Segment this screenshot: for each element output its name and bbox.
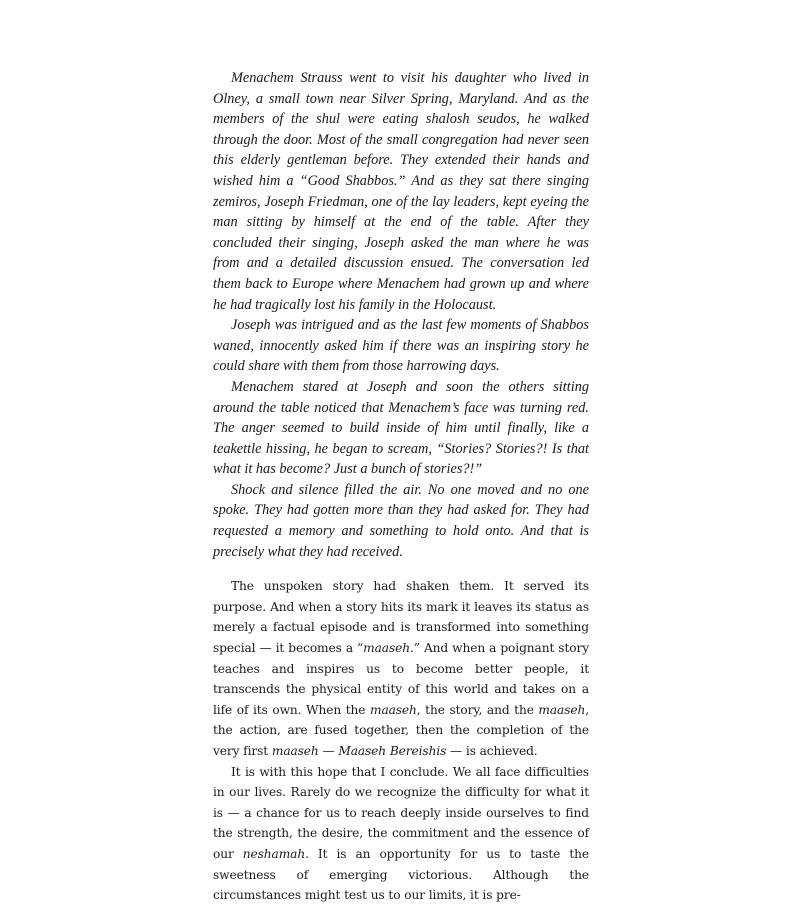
body-paragraph-1 <box>213 576 589 761</box>
story-paragraph-3: Menachem stared at Joseph and soon the others sitting around the table noticed that Menachem’s face was turning red. The anger seemed to build inside of him until finally, like a teakettle hissing, he began to scream, “Stories? Stories?! Is that what it has become? Just a bunch of stories?!” <box>213 378 589 478</box>
body-paragraph-2 <box>213 762 589 906</box>
text-run: It is with this hope that I conclude. We all face difficulties in our lives. Rarely do we recognize the difficulty for what it is — a chance for us to reach deeply inside ourselves to find the strength, the desire, the commitment and the essence of our <box>213 764 589 861</box>
italic-term: maaseh. <box>363 641 414 656</box>
text-run: — <box>318 744 339 758</box>
story-paragraph-2: Joseph was intrigued and as the last few moments of Shabbos waned, innocently asked him if there was an inspiring story he could share with them from those harrowing days. <box>213 317 589 375</box>
text-run: The unspoken story had shaken them. It served its purpose. And when a story hits its mark it leaves its status as merely a factual episode and is transformed into something special — it becomes a “ <box>213 579 589 656</box>
italic-term: maaseh <box>271 744 319 758</box>
text-run: , the action, are fused together, then the completion of the very first <box>213 702 590 758</box>
italic-term: Maaseh Bereishis <box>338 744 447 758</box>
story-section <box>213 68 589 562</box>
italic-term: maaseh <box>538 702 586 717</box>
book-page <box>213 68 589 906</box>
story-paragraph-1: Menachem Strauss went to visit his daughter who lived in Olney, a small town near Silver Spring, Maryland. And as the members of the shul were eating shalosh seudos, he walked through the door. Most of the small congregation had never seen this elderly gentleman before. They extended their hands and wished him a “Good Shabbos.” And as they sat there singing zemiros, Joseph Friedman, one of the lay leaders, kept eyeing the man sitting by himself at the end of the table. After they concluded their singing, Joseph asked the man where he was from and a detailed discussion ensued. The conversation led them back to Europe where Menachem had grown up and where he had tragically lost his family in the Holocaust. <box>213 70 589 313</box>
text-run: , the story, and the <box>416 702 539 717</box>
text-run: ” And when a poignant story teaches and inspires us to become better people, it transcends the physical entity of this world and takes on a life of its own. When the <box>213 641 589 717</box>
text-run: — is achieved. <box>446 744 538 758</box>
body-section <box>213 576 589 906</box>
italic-term: maaseh <box>369 702 417 717</box>
story-paragraph-4: Shock and silence filled the air. No one moved and no one spoke. They had gotten more than they had asked for. They had requested a memory and something to hold onto. And that is precisely what they had received. <box>213 481 589 560</box>
italic-term: neshamah <box>242 846 306 861</box>
text-run: . It is an opportunity for us to taste the sweetness of emerging victorious. Although the circumstances might test us to our limits, it is pre- <box>213 846 589 903</box>
